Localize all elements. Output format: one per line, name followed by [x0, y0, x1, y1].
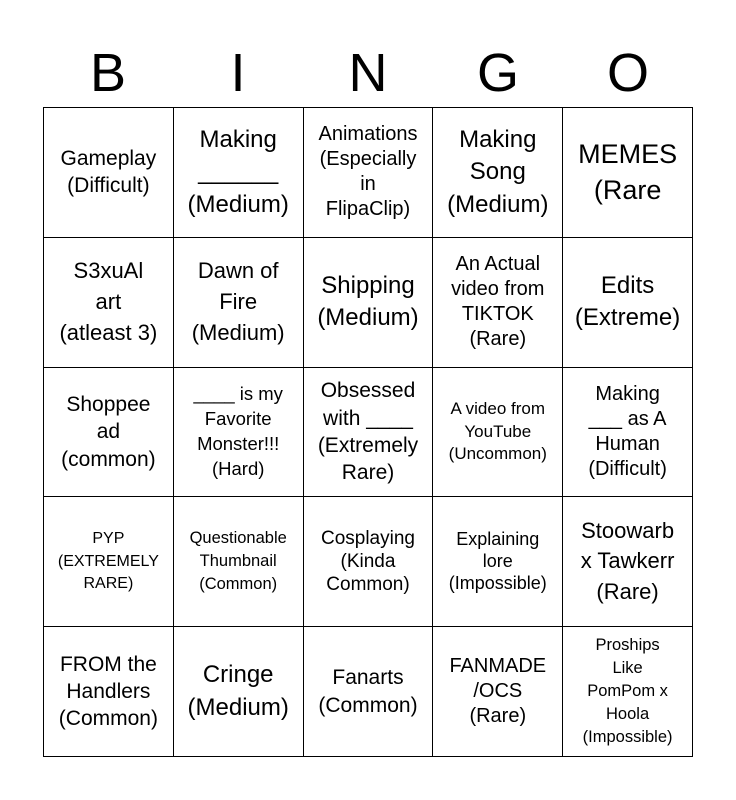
bingo-cell[interactable]: Explaining lore (Impossible) [433, 497, 563, 627]
bingo-cell[interactable]: MEMES (Rare [563, 108, 693, 238]
bingo-cell[interactable]: Questionable Thumbnail (Common) [174, 497, 304, 627]
bingo-header [43, 40, 693, 106]
bingo-cell[interactable]: Obsessed with ____ (Extremely Rare) [304, 368, 434, 498]
bingo-cell[interactable]: Shoppee ad (common) [44, 368, 174, 498]
bingo-cell[interactable]: Making ______ (Medium) [174, 108, 304, 238]
bingo-cell[interactable]: Cosplaying (Kinda Common) [304, 497, 434, 627]
bingo-cell[interactable]: Making ___ as A Human (Difficult) [563, 368, 693, 498]
header-letter-o: O [606, 43, 649, 103]
bingo-cell[interactable]: Proships Like PomPom x Hoola (Impossible) [563, 627, 693, 757]
bingo-cell[interactable]: Making Song (Medium) [433, 108, 563, 238]
bingo-cell[interactable]: Cringe (Medium) [174, 627, 304, 757]
header-letter-n: N [348, 43, 388, 103]
bingo-cell[interactable]: Animations (Especially in FlipaClip) [304, 108, 434, 238]
header-letter-g: G [476, 43, 519, 103]
bingo-cell[interactable]: A video from YouTube (Uncommon) [433, 368, 563, 498]
bingo-cell[interactable]: FANMADE /OCS (Rare) [433, 627, 563, 757]
bingo-cell[interactable]: FROM the Handlers (Common) [44, 627, 174, 757]
bingo-cell[interactable]: Dawn of Fire (Medium) [174, 238, 304, 368]
bingo-cell[interactable]: Gameplay (Difficult) [44, 108, 174, 238]
bingo-cell[interactable]: Shipping (Medium) [304, 238, 434, 368]
header-letter-i: I [230, 43, 246, 103]
bingo-grid [43, 107, 693, 757]
bingo-cell[interactable]: ____ is my Favorite Monster!!! (Hard) [174, 368, 304, 498]
bingo-cell[interactable]: PYP (EXTREMELY RARE) [44, 497, 174, 627]
bingo-cell[interactable]: Edits (Extreme) [563, 238, 693, 368]
bingo-cell[interactable]: Fanarts (Common) [304, 627, 434, 757]
header-letter-b: B [89, 43, 127, 103]
bingo-cell[interactable]: S3xuAl art (atleast 3) [44, 238, 174, 368]
bingo-cell[interactable]: Stoowarb x Tawkerr (Rare) [563, 497, 693, 627]
bingo-cell[interactable]: An Actual video from TIKTOK (Rare) [433, 238, 563, 368]
